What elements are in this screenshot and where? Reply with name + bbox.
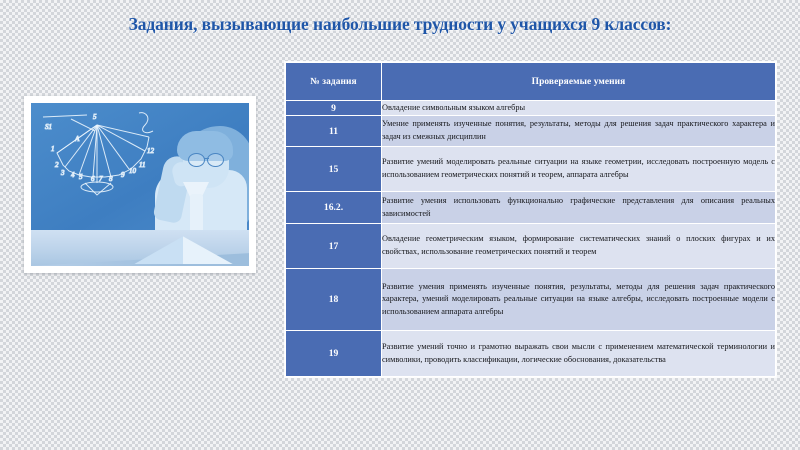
svg-text:10: 10 bbox=[129, 167, 136, 175]
column-header-skills: Проверяемые умения bbox=[382, 63, 776, 101]
skill-description-cell: Развитие умения применять изученные понятия, результаты, методы для решения задач практического характера, умений моделировать реальные ситуации на языке алгебры, исследовать построенные модели с использованием аппарата алгебры bbox=[382, 269, 776, 331]
column-header-task-number: № задания bbox=[286, 63, 382, 101]
table-row bbox=[286, 269, 776, 331]
table-row bbox=[286, 116, 776, 147]
task-number-cell: 19 bbox=[286, 331, 382, 377]
skill-description-cell: Развитие умений моделировать реальные ситуации на языке геометрии, исследовать построенную модель с использованием геометрических понятий и теорем, аппарата алгебры bbox=[382, 147, 776, 192]
svg-text:7: 7 bbox=[99, 175, 103, 183]
task-number-cell: 15 bbox=[286, 147, 382, 192]
svg-text:6: 6 bbox=[91, 175, 95, 183]
svg-text:1: 1 bbox=[51, 145, 55, 153]
table-row bbox=[286, 224, 776, 269]
task-number-cell: 16.2. bbox=[286, 192, 382, 224]
svg-text:8: 8 bbox=[109, 175, 113, 183]
table-row bbox=[286, 331, 776, 377]
table-header-row bbox=[286, 63, 776, 101]
table-row bbox=[286, 147, 776, 192]
illustration-image bbox=[31, 103, 249, 266]
glasses-bridge-icon bbox=[204, 158, 209, 160]
svg-text:12: 12 bbox=[147, 147, 154, 155]
task-number-cell: 9 bbox=[286, 101, 382, 116]
svg-text:4: 4 bbox=[71, 171, 75, 179]
glasses-left-lens-icon bbox=[188, 153, 205, 167]
svg-text:A: A bbox=[75, 135, 80, 143]
figure-hair-front bbox=[177, 131, 233, 161]
skill-description-cell: Развитие умений точно и грамотно выражать свои мысли с применением математической терминологии и символики, проводить классификации, логические обоснования, доказательства bbox=[382, 331, 776, 377]
task-number-cell: 11 bbox=[286, 116, 382, 147]
table-row bbox=[286, 101, 776, 116]
task-number-cell: 18 bbox=[286, 269, 382, 331]
skill-description-cell: Овладение геометрическим языком, формирование систематических знаний о плоских фигурах и их свойствах, использование геометрических понятий и теорем bbox=[382, 224, 776, 269]
svg-text:11: 11 bbox=[139, 161, 146, 169]
table-row bbox=[286, 192, 776, 224]
glasses-right-lens-icon bbox=[207, 153, 224, 167]
tasks-difficulty-table bbox=[285, 62, 776, 377]
svg-text:S1: S1 bbox=[45, 123, 52, 131]
svg-text:5: 5 bbox=[79, 173, 83, 181]
skill-description-cell: Умение применять изученные понятия, результаты, методы для решения задач практического характера и задач из смежных дисциплин bbox=[382, 116, 776, 147]
skill-description-cell: Овладение символьным языком алгебры bbox=[382, 101, 776, 116]
svg-text:5: 5 bbox=[93, 113, 97, 121]
skill-description-cell: Развитие умения использовать функционально графические представления для описания реальных зависимостей bbox=[382, 192, 776, 224]
illustration-frame bbox=[24, 96, 256, 273]
page-title: Задания, вызывающие наибольшие трудности у учащихся 9 классов: bbox=[128, 14, 672, 34]
svg-text:3: 3 bbox=[61, 169, 65, 177]
task-number-cell: 17 bbox=[286, 224, 382, 269]
svg-text:2: 2 bbox=[55, 161, 59, 169]
svg-text:9: 9 bbox=[121, 171, 125, 179]
